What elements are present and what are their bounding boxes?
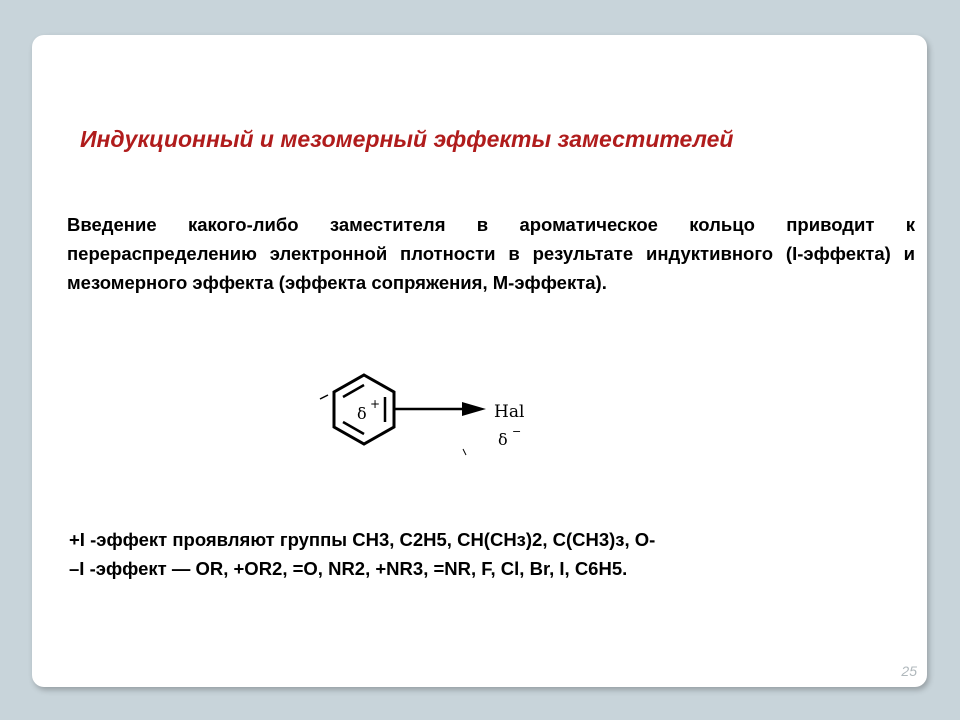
delta-minus-symbol: δ [498, 430, 508, 449]
ring-mark [320, 395, 328, 399]
delta-plus-symbol: δ [357, 404, 367, 423]
plus-sign: + [370, 397, 381, 411]
effects-list [69, 525, 909, 583]
slide-title: Индукционный и мезомерный эффекты заместителей [80, 126, 734, 152]
page-number: 25 [901, 663, 917, 679]
tick-mark-left [463, 449, 466, 455]
slide [32, 35, 927, 687]
minus-sign: − [512, 425, 522, 438]
bond-arrow-head [462, 402, 486, 416]
plus-i-effect-line: +I -эффект проявляют группы СН3, С2Н5, СН(СНз)2, С(СН3)з, О- [69, 529, 656, 550]
benzene-hal-diagram [314, 365, 534, 465]
intro-paragraph: Введение какого-либо заместителя в ароматическое кольцо приводит к перераспределению электронной плотности в результате индуктивного (I-эффекта) и мезомерного эффекта (эффекта сопряжения, М-эффекта). [67, 214, 915, 293]
minus-i-effect-line: –I -эффект — OR, +OR2, =O, NR2, +NR3, =NR, F, Cl, Br, I, C6H5. [69, 558, 628, 579]
hal-label: Hal [494, 402, 525, 422]
